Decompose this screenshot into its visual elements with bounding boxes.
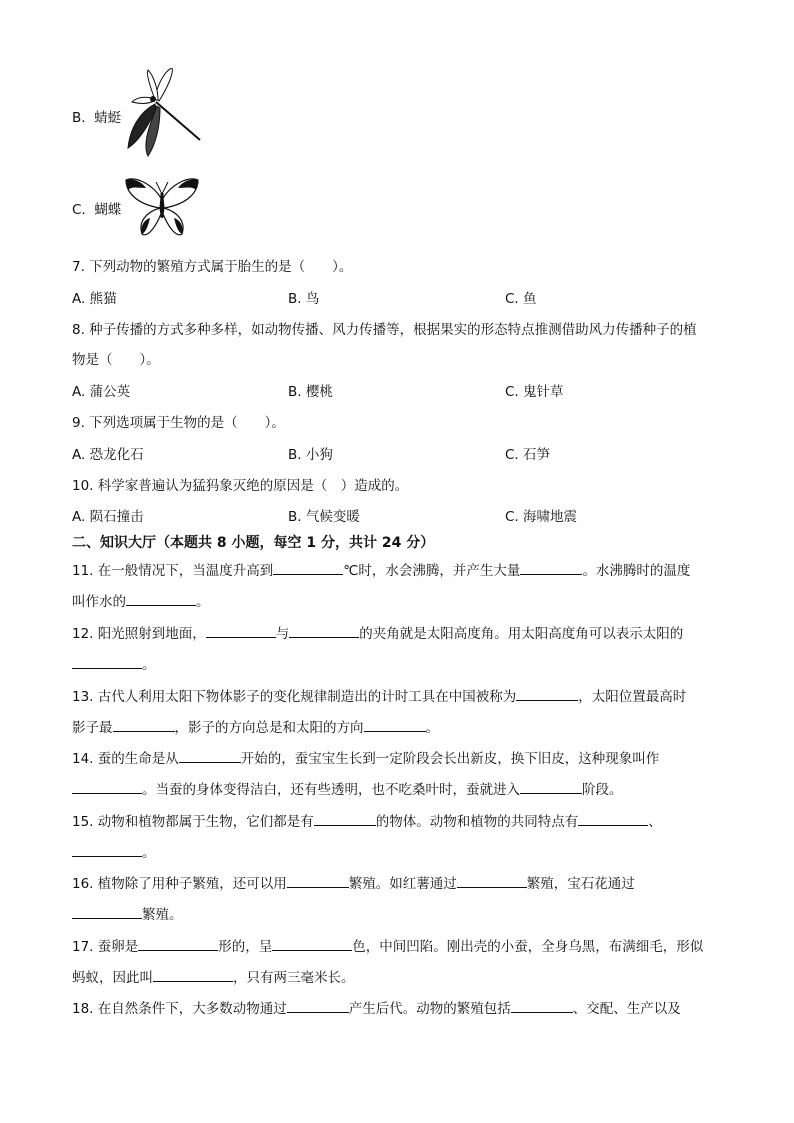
question-10: 10. 科学家普遍认为猛犸象灭绝的原因是（ ）造成的。 xyxy=(72,478,409,494)
blank[interactable] xyxy=(138,936,218,951)
q8-option-b: B. 樱桃 xyxy=(288,384,333,400)
blank[interactable] xyxy=(287,998,349,1013)
blank[interactable] xyxy=(153,967,233,982)
blank[interactable] xyxy=(287,873,349,888)
question-13-line1: 13. 古代人利用太阳下物体影子的变化规律制造出的计时工具在中国被称为 ，太阳位置最高时 xyxy=(72,686,686,707)
q7-option-c: C. 鱼 xyxy=(505,291,537,307)
section-2-title: 二、知识大厅（本题共 8 小题，每空 1 分，共计 24 分） xyxy=(72,535,435,551)
question-17-line2: 蚂蚁，因此叫 ，只有两三毫米长。 xyxy=(72,967,355,988)
blank[interactable] xyxy=(72,904,142,919)
blank[interactable] xyxy=(126,591,196,606)
question-18-line1: 18. 在自然条件下，大多数动物通过 产生后代。动物的繁殖包括 、交配、生产以及 xyxy=(72,998,681,1019)
blank[interactable] xyxy=(457,873,527,888)
question-16-line2: 繁殖。 xyxy=(72,904,183,925)
question-17-line1: 17. 蚕卵是 形的，呈 色，中间凹陷。刚出壳的小蚕，全身乌黑，布满细毛，形似 xyxy=(72,936,703,957)
q9-option-a: A. 恐龙化石 xyxy=(72,447,144,463)
q10-option-c: C. 海啸地震 xyxy=(505,509,578,525)
q7-option-a: A. 熊猫 xyxy=(72,291,117,307)
blank[interactable] xyxy=(273,560,343,575)
q10-option-a: A. 陨石撞击 xyxy=(72,509,144,525)
question-14-line2: 。当蚕的身体变得洁白，还有些透明，也不吃桑叶时，蚕就进入 阶段。 xyxy=(72,779,623,800)
question-12-line1: 12. 阳光照射到地面， 与 的夹角就是太阳高度角。用太阳高度角可以表示太阳的 xyxy=(72,623,683,644)
option-c-label: C. 蝴蝶 xyxy=(72,202,122,218)
blank[interactable] xyxy=(272,936,352,951)
q9-option-c: C. 石笋 xyxy=(505,447,551,463)
q10-option-b: B. 气候变暖 xyxy=(288,509,360,525)
question-16-line1: 16. 植物除了用种子繁殖，还可以用 繁殖。如红薯通过 繁殖，宝石花通过 xyxy=(72,873,635,894)
blank[interactable] xyxy=(289,623,359,638)
question-8-line1: 8. 种子传播的方式多种多样，如动物传播、风力传播等，根据果实的形态特点推测借助风力传播种子的植 xyxy=(72,322,697,338)
q8-option-c: C. 鬼针草 xyxy=(505,384,564,400)
blank[interactable] xyxy=(516,686,578,701)
dragonfly-icon xyxy=(122,68,204,158)
blank[interactable] xyxy=(72,842,142,857)
blank[interactable] xyxy=(206,623,276,638)
option-b-label: B. 蜻蜓 xyxy=(72,110,122,126)
blank[interactable] xyxy=(520,779,582,794)
blank[interactable] xyxy=(72,654,142,669)
question-15-line1: 15. 动物和植物都属于生物，它们都是有 的物体。动物和植物的共同特点有 、 xyxy=(72,811,662,832)
blank[interactable] xyxy=(113,717,175,732)
question-9: 9. 下列选项属于生物的是（ ）。 xyxy=(72,415,285,431)
question-15-line2: 。 xyxy=(72,842,156,863)
question-8-line2: 物是（ ）。 xyxy=(72,352,160,368)
q7-option-b: B. 鸟 xyxy=(288,291,320,307)
blank[interactable] xyxy=(511,998,573,1013)
question-11-line1: 11. 在一般情况下，当温度升高到 ℃时，水会沸腾，并产生大量 。水沸腾时的温度 xyxy=(72,560,690,581)
blank[interactable] xyxy=(520,560,582,575)
blank[interactable] xyxy=(364,717,426,732)
blank[interactable] xyxy=(578,811,648,826)
blank[interactable] xyxy=(314,811,376,826)
question-14-line1: 14. 蚕的生命是从 开始的，蚕宝宝生长到一定阶段会长出新皮，换下旧皮，这种现象叫作 xyxy=(72,748,659,769)
butterfly-icon xyxy=(124,176,200,240)
question-13-line2: 影子最 ，影子的方向总是和太阳的方向 。 xyxy=(72,717,439,738)
question-11-line2: 叫作水的 。 xyxy=(72,591,210,612)
question-7: 7. 下列动物的繁殖方式属于胎生的是（ ）。 xyxy=(72,259,353,275)
blank[interactable] xyxy=(179,748,241,763)
question-12-line2: 。 xyxy=(72,654,156,675)
q9-option-b: B. 小狗 xyxy=(288,447,333,463)
blank[interactable] xyxy=(72,779,142,794)
q8-option-a: A. 蒲公英 xyxy=(72,384,131,400)
